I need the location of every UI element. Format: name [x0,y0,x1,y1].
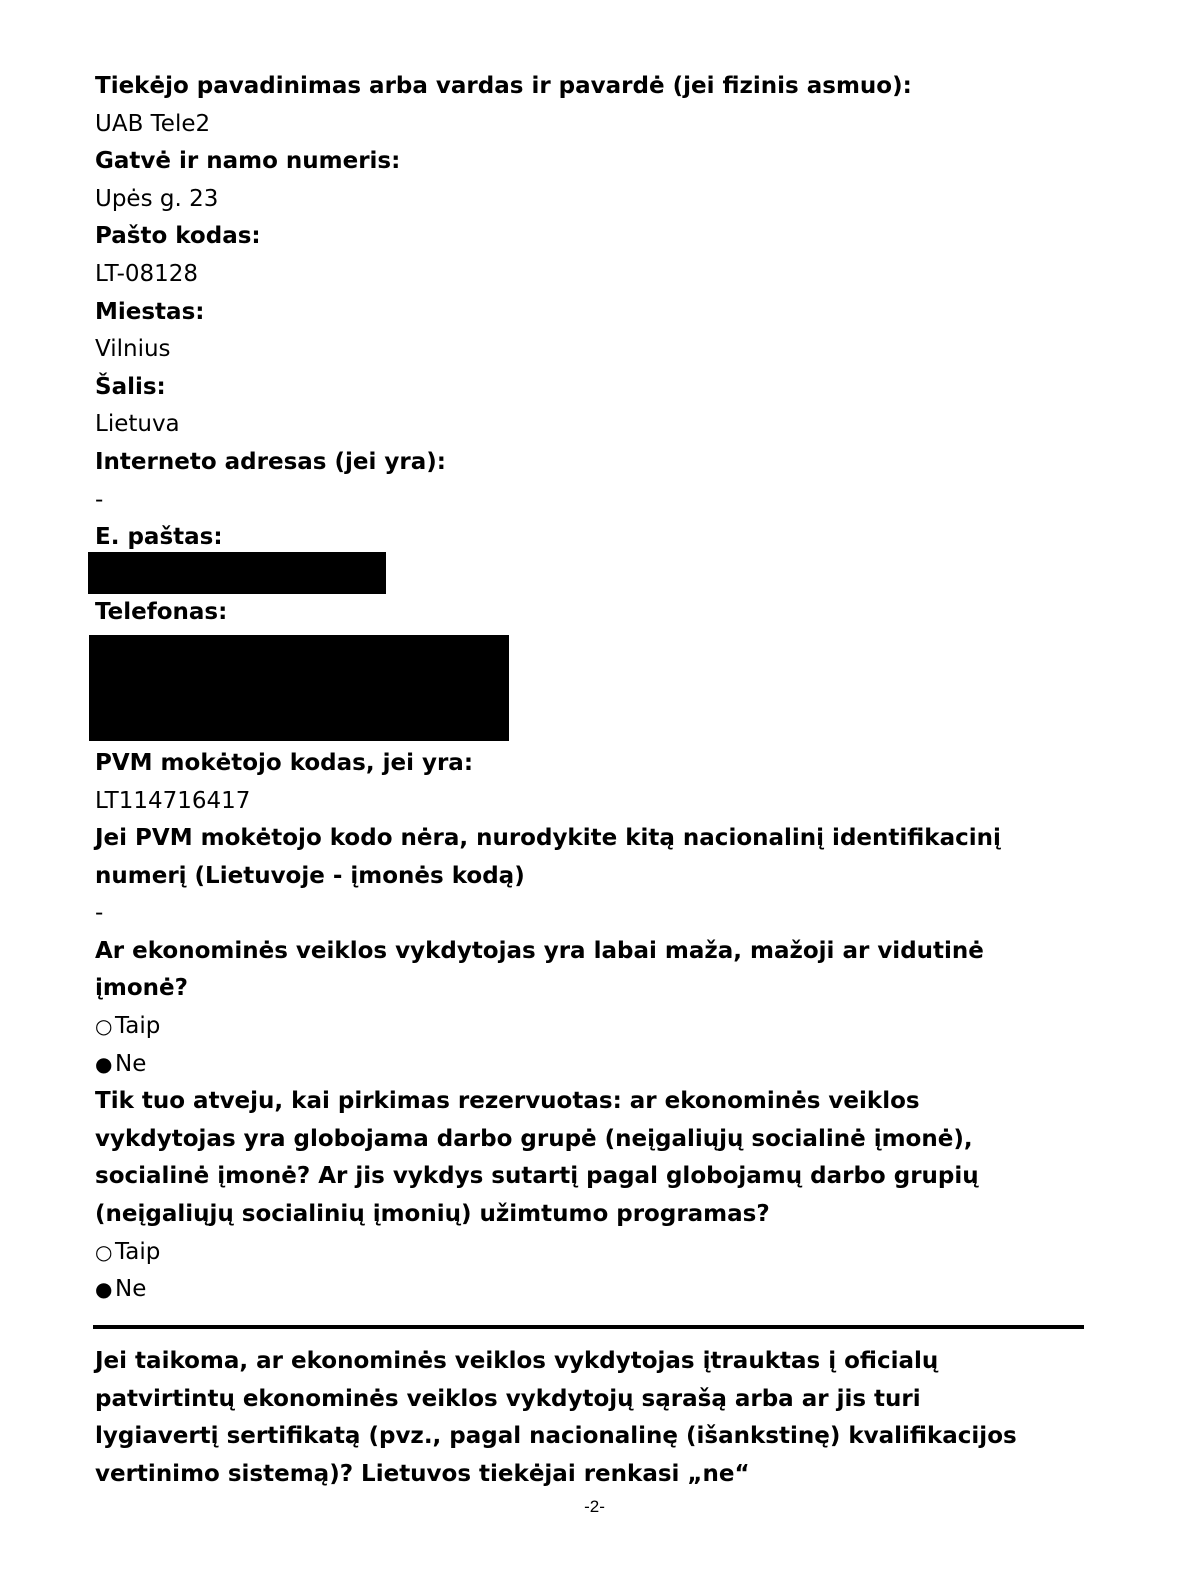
postal-code-label: Pašto kodas: [95,223,261,250]
reserved-option-no[interactable] [95,1271,1085,1309]
sme-option-yes[interactable] [95,1008,1085,1046]
reserved-question-line4: (neįgaliųjų socialinių įmonių) užimtumo programas? [95,1201,770,1228]
street-value: Upės g. 23 [95,185,219,212]
section-divider [93,1325,1084,1329]
street-label: Gatvė ir namo numeris: [95,148,401,175]
email-label: E. paštas: [95,524,223,551]
vat-value: LT114716417 [95,787,251,814]
supplier-name-value: UAB Tele2 [95,110,211,137]
sme-option-yes-label: Taip [115,1013,161,1040]
reserved-option-yes[interactable] [95,1234,1085,1272]
phone-redaction [89,635,509,741]
sme-question-line2: įmonė? [95,975,188,1002]
national-id-label-line1: Jei PVM mokėtojo kodo nėra, nurodykite kitą nacionalinį identifikacinį [95,825,1001,852]
reserved-question-line1: Tik tuo atveju, kai pirkimas rezervuotas: ar ekonominės veiklos [95,1088,920,1115]
national-id-value: - [95,900,104,927]
country-label: Šalis: [95,373,166,400]
official-list-question-line3: lygiavertį sertifikatą (pvz., pagal nacionalinę (išankstinę) kvalifikacijos [95,1423,1017,1450]
radio-filled-icon[interactable]: ● [95,1051,113,1076]
radio-empty-icon[interactable]: ○ [95,1239,113,1264]
official-list-question-line4: vertinimo sistemą)? Lietuvos tiekėjai renkasi „ne“ [95,1460,750,1487]
email-redaction [88,552,386,594]
city-label: Miestas: [95,298,205,325]
phone-label: Telefonas: [95,599,228,626]
page-number: -2- [584,1497,605,1516]
website-value: - [95,486,104,513]
supplier-name-label: Tiekėjo pavadinimas arba vardas ir pavardė (jei fizinis asmuo): [95,73,912,99]
country-value: Lietuva [95,411,180,438]
vat-label: PVM mokėtojo kodas, jei yra: [95,749,474,776]
reserved-option-no-label: Ne [115,1276,147,1303]
national-id-label-line2: numerį (Lietuvoje - įmonės kodą) [95,862,525,889]
city-value: Vilnius [95,336,171,363]
sme-option-no-label: Ne [115,1050,147,1077]
sme-option-no[interactable] [95,1046,1085,1084]
reserved-question-line3: socialinė įmonė? Ar jis vykdys sutartį pagal globojamų darbo grupių [95,1163,979,1190]
radio-filled-icon[interactable]: ● [95,1277,113,1302]
postal-code-value: LT-08128 [95,260,199,287]
radio-empty-icon[interactable]: ○ [95,1014,113,1039]
website-label: Interneto adresas (jei yra): [95,448,446,475]
reserved-question-line2: vykdytojas yra globojama darbo grupė (neįgaliųjų socialinė įmonė), [95,1125,973,1152]
sme-question-line1: Ar ekonominės veiklos vykdytojas yra labai maža, mažoji ar vidutinė [95,937,984,964]
reserved-option-yes-label: Taip [115,1238,161,1265]
official-list-question-line1: Jei taikoma, ar ekonominės veiklos vykdytojas įtrauktas į oficialų [95,1348,939,1374]
official-list-section [95,1343,1085,1493]
official-list-question-line2: patvirtintų ekonominės veiklos vykdytojų sąrašą arba ar jis turi [95,1385,921,1412]
